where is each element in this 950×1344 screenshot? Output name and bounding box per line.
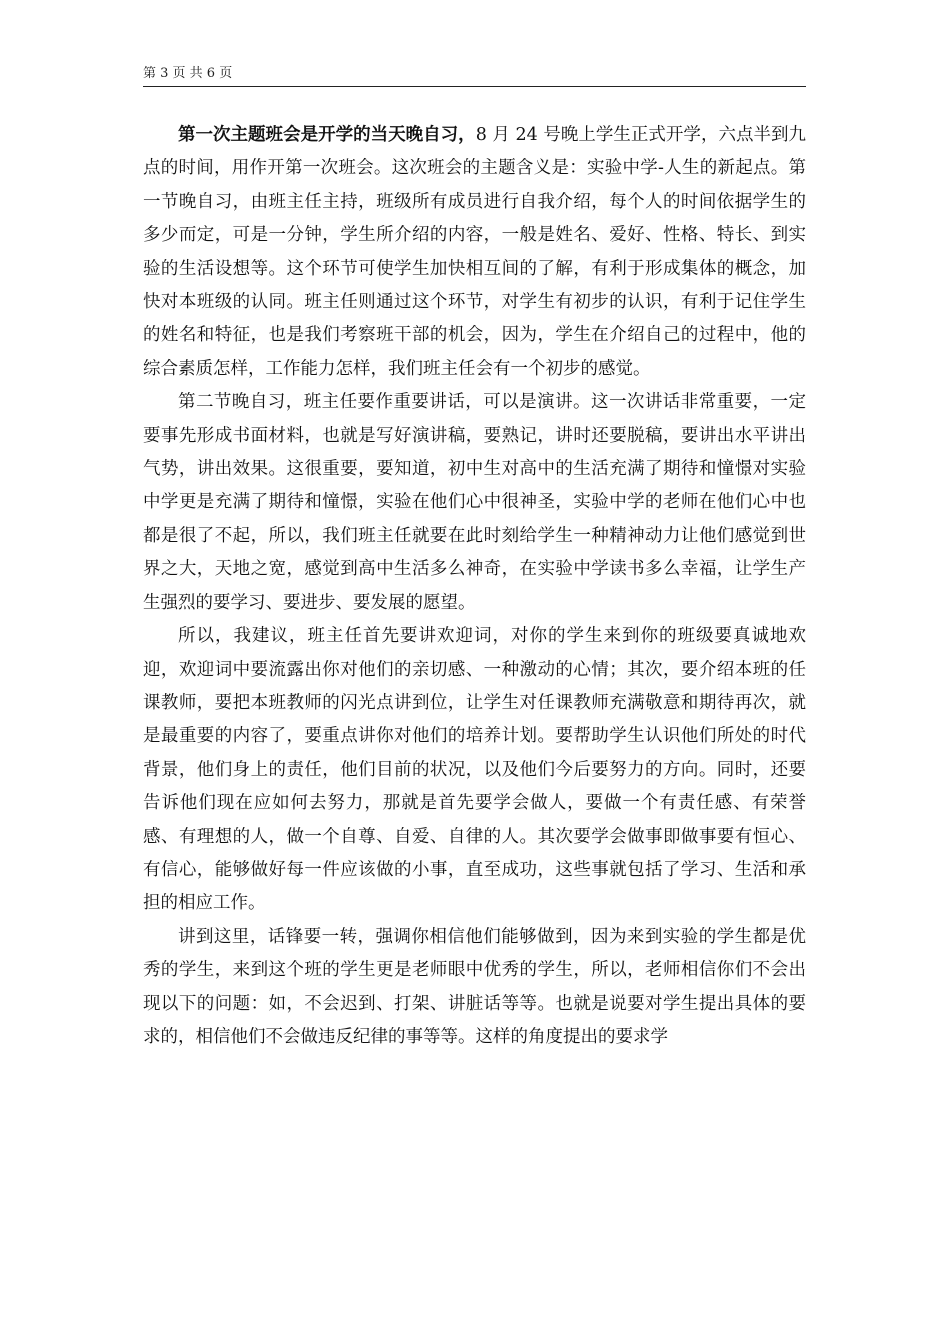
paragraph-first-class-meeting [143,119,806,386]
paragraph-recommendation: 所以，我建议，班主任首先要讲欢迎词，对你的学生来到你的班级要真诚地欢迎，欢迎词中要流露出你对他们的亲切感、一种激动的心情；其次，要介绍本班的任课教师，要把本班教师的闪光点讲到位，让学生对任课教师充满敬意和期待再次，就是最重要的内容了，要重点讲你对他们的培养计划。要帮助学生认识他们所处的时代背景，他们身上的责任，他们目前的状况，以及他们今后要努力的方向。同时，还要告诉他们现在应如何去努力，那就是首先要学会做人，要做一个有责任感、有荣誉感、有理想的人，做一个自尊、自爱、自律的人。其次要学会做事即做事要有恒心、有信心，能够做好每一件应该做的小事，直至成功，这些事就包括了学习、生活和承担的相应工作。 [143,626,806,914]
document-body [143,119,806,1054]
page-header [143,62,806,87]
paragraph-lead-bold: 第一次主题班会是开学的当天晚自习， [178,125,476,145]
paragraph-second-session: 第二节晚自习，班主任要作重要讲话，可以是演讲。这一次讲话非常重要，一定要事先形成书面材料，也就是写好演讲稿，要熟记，讲时还要脱稿，要讲出水平讲出气势，讲出效果。这很重要，要知道，初中生对高中的生活充满了期待和憧憬对实验中学更是充满了期待和憧憬，实验在他们心中很神圣，实验中学的老师在他们心中也都是很了不起，所以，我们班主任就要在此时刻给学生一种精神动力让他们感觉到世界之大，天地之宽，感觉到高中生活多么神奇，在实验中学读书多么幸福，让学生产生强烈的要学习、要进步、要发展的愿望。 [143,392,806,613]
page-number-label: 第 3 页 共 6 页 [143,66,233,81]
paragraph-expectations: 讲到这里，话锋要一转，强调你相信他们能够做到，因为来到实验的学生都是优秀的学生，来到这个班的学生更是老师眼中优秀的学生，所以，老师相信你们不会出现以下的问题：如，不会迟到、打架、讲脏话等等。也就是说要对学生提出具体的要求的，相信他们不会做违反纪律的事等等。这样的角度提出的要求学 [143,926,806,1047]
paragraph-text: 8 月 24 号晚上学生正式开学，六点半到九点的时间，用作开第一次班会。这次班会的主题含义是：实验中学-人生的新起点。第一节晚自习，由班主任主持，班级所有成员进行自我介绍，每个人的时间依据学生的多少而定，可是一分钟，学生所介绍的内容，一般是姓名、爱好、性格、特长、到实验的生活设想等。这个环节可使学生加快相互间的了解，有利于形成集体的概念，加快对本班级的认同。班主任则通过这个环节，对学生有初步的认识，有利于记住学生的姓名和特征，也是我们考察班干部的机会，因为，学生在介绍自己的过程中，他的综合素质怎样，工作能力怎样，我们班主任会有一个初步的感觉。 [143,125,807,379]
